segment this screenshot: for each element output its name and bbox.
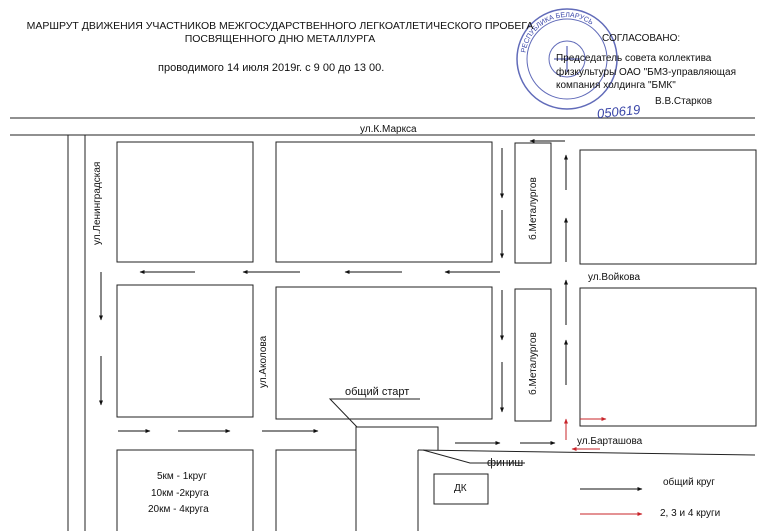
street-label-akopova: ул.Аколова — [258, 335, 269, 388]
finish-label: финиш — [487, 457, 524, 469]
stamp-text: РЕСПУБЛИКА БЕЛАРУСЬ — [520, 11, 595, 54]
street-label-voykova: ул.Войкова — [588, 272, 641, 283]
start-label: общий старт — [345, 386, 410, 398]
block-top-right — [580, 150, 756, 264]
distance-line-2: 10км -2круга — [151, 488, 209, 499]
approval-signer: В.В.Старков — [655, 96, 713, 107]
laps-234-arrows — [566, 419, 642, 514]
street-label-metallurgov-top: б.Металургов — [528, 177, 539, 240]
subtitle: проводимого 14 июля 2019г. с 9 00 до 13 00. — [158, 62, 385, 74]
approval-line-1: Председатель совета коллектива — [556, 53, 712, 64]
handwritten-number: 050619 — [596, 101, 642, 122]
block-mid-right — [580, 288, 756, 426]
street-label-bartashova: ул.Барташова — [577, 436, 643, 447]
city-blocks — [117, 142, 756, 531]
street-label-leningradskaya: ул.Ленинградская — [92, 161, 103, 245]
title-line-1: МАРШРУТ ДВИЖЕНИЯ УЧАСТНИКОВ МЕЖГОСУДАРСТВЕННОГО ЛЕГКОАТЛЕТИЧЕСКОГО ПРОБЕГА — [26, 20, 534, 32]
street-label-marx: ул.К.Маркса — [360, 124, 417, 135]
distance-line-3: 20км - 4круга — [148, 504, 209, 515]
block-bottom-middle — [276, 450, 356, 531]
street-label-metallurgov-bottom: б.Металургов — [528, 332, 539, 395]
block-top-left — [117, 142, 253, 262]
block-top-middle — [276, 142, 492, 262]
dk-label: ДК — [454, 483, 467, 494]
approval-line-3: компания холдинга "БМК" — [556, 80, 676, 91]
legend-laps-234: 2, 3 и 4 круги — [660, 508, 721, 519]
block-mid-left — [117, 285, 253, 417]
approval-line-2: физкультуры ОАО "БМЗ-управляющая — [556, 67, 736, 78]
approval-label: СОГЛАСОВАНО: — [602, 33, 681, 44]
legend-common-lap: общий круг — [663, 477, 715, 488]
distance-line-1: 5км - 1круг — [157, 471, 207, 482]
title-line-2: ПОСВЯЩЕННОГО ДНЮ МЕТАЛЛУРГА — [184, 33, 376, 45]
